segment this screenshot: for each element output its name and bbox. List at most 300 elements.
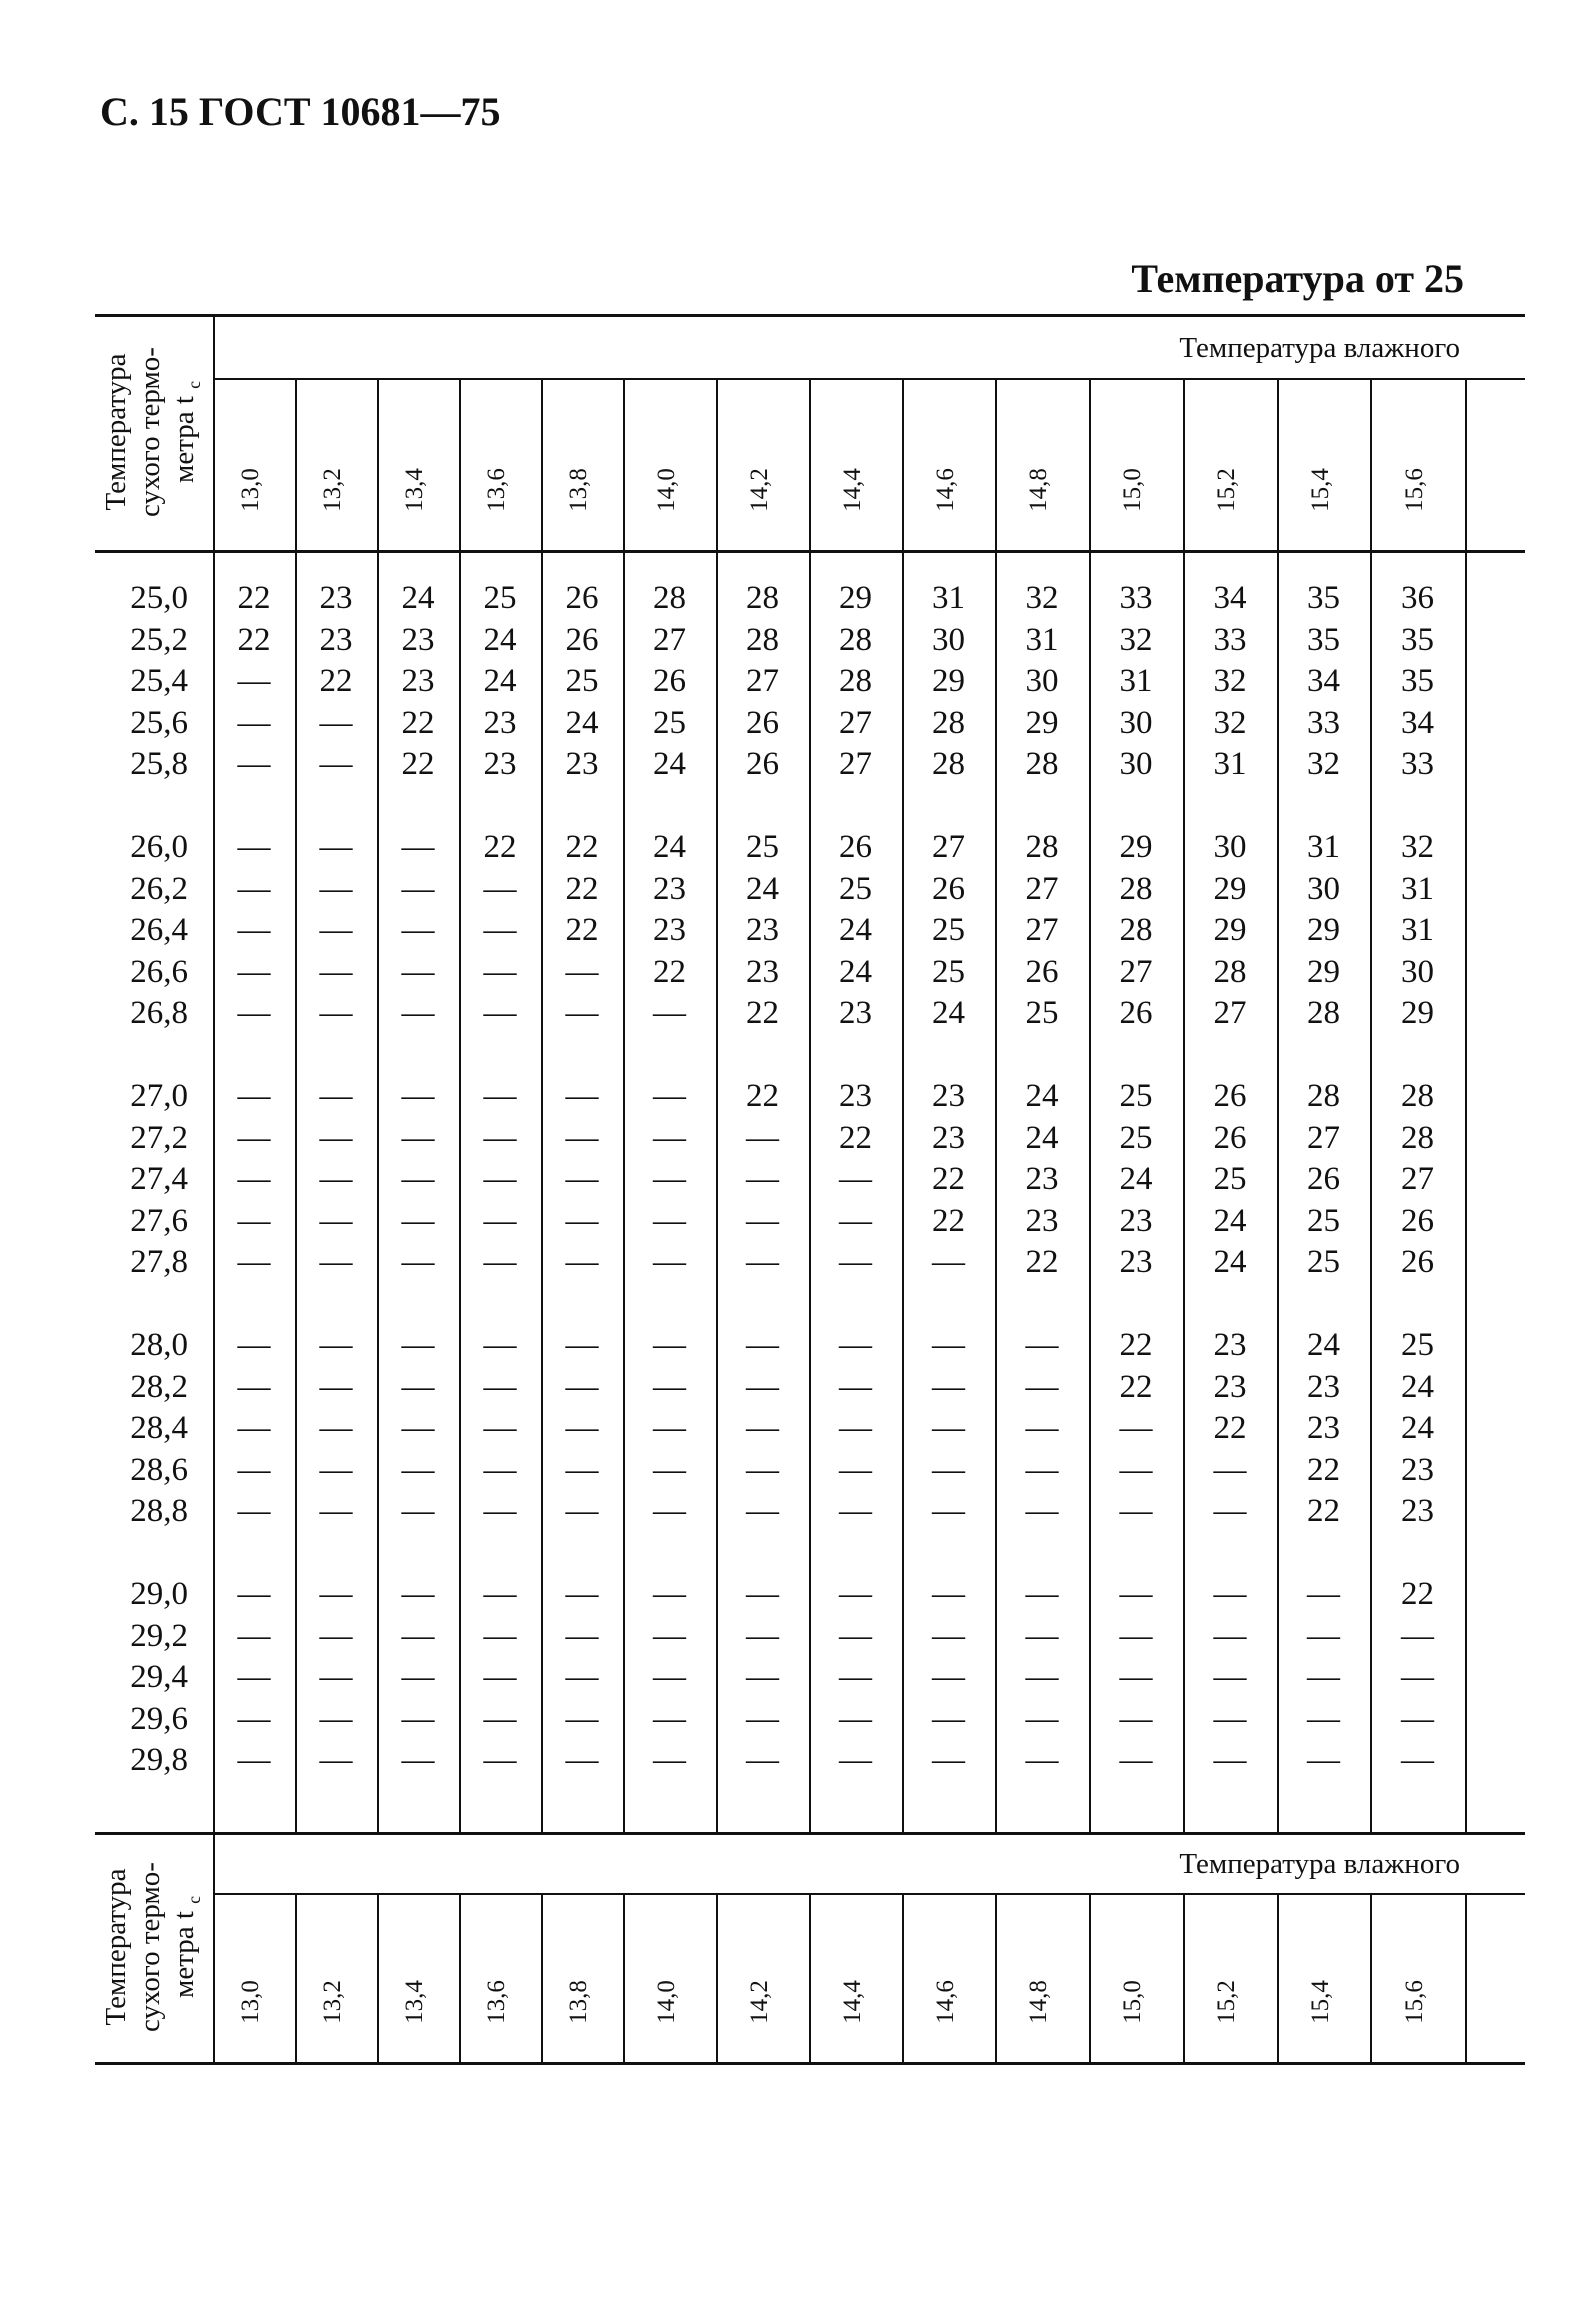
table-cell: — xyxy=(932,1451,965,1488)
footer-header-column-header: 13,0 xyxy=(237,1980,264,2024)
table-cell: — xyxy=(401,1327,435,1363)
table-cell: 22 xyxy=(319,663,353,699)
column-separator xyxy=(1370,550,1372,1832)
table-cell: — xyxy=(319,1493,353,1529)
table-cell: — xyxy=(932,1576,965,1612)
header-column-header: 15,0 xyxy=(1119,468,1146,512)
table-cell: — xyxy=(932,1742,965,1778)
table-cell: 23 xyxy=(653,870,686,907)
table-cell: 25 xyxy=(1025,995,1059,1031)
table-cell: 29 xyxy=(1213,912,1247,948)
footer-header-col-separator xyxy=(295,1893,297,2062)
table-cell: 27 xyxy=(839,704,872,741)
table-cell: — xyxy=(319,704,353,741)
footer-header-column-header: 15,4 xyxy=(1306,1980,1334,2024)
footer-header-dry-label xyxy=(99,1837,209,2057)
table-cell: 28 xyxy=(1119,912,1153,948)
table-cell: 26 xyxy=(1401,1244,1434,1280)
footer-header-col-separator xyxy=(1089,1893,1091,2062)
table-cell: 29 xyxy=(1401,995,1434,1031)
footer-header-col-separator xyxy=(902,1893,904,2062)
table-cell: 35 xyxy=(1401,663,1434,699)
footer-header-column-header: 14,6 xyxy=(931,1980,959,2024)
header-col-separator xyxy=(1465,378,1467,550)
header-col-separator xyxy=(1277,378,1279,550)
table-cell: 22 xyxy=(401,704,435,741)
column-separator xyxy=(377,550,379,1832)
table-cell: — xyxy=(319,912,353,948)
table-cell: — xyxy=(1025,1410,1059,1446)
table-cell: — xyxy=(483,953,517,990)
table-cell: — xyxy=(839,1161,872,1197)
table-cell: — xyxy=(653,1410,686,1446)
table-cell: 22 xyxy=(401,746,435,782)
table-cell: 22 xyxy=(565,912,599,948)
dry-temperature: 26,4 xyxy=(130,912,188,948)
table-cell: 24 xyxy=(1213,1244,1247,1280)
table-cell: — xyxy=(483,1493,517,1529)
column-separator xyxy=(902,550,904,1832)
dry-temperature: 25,8 xyxy=(130,746,188,782)
table-cell: — xyxy=(319,1327,353,1363)
table-cell: — xyxy=(1119,1659,1153,1695)
table-cell: — xyxy=(565,1576,599,1612)
table-cell: — xyxy=(483,1244,517,1280)
footer-header-column-header: 14,0 xyxy=(652,1980,680,2024)
header-dry-label xyxy=(99,319,209,545)
table-cell: — xyxy=(653,1078,686,1114)
table-cell: — xyxy=(746,1576,779,1612)
table-cell: — xyxy=(237,870,271,907)
table-cell: — xyxy=(319,1700,353,1737)
table-cell: 26 xyxy=(1401,1202,1434,1239)
table-cell: 25 xyxy=(1307,1202,1340,1239)
dry-temperature: 26,6 xyxy=(130,953,188,990)
table-cell: 24 xyxy=(483,663,517,699)
table-cell: 22 xyxy=(1307,1451,1340,1488)
header-col-separator xyxy=(459,378,461,550)
table-cell: 24 xyxy=(746,870,779,907)
footer-header-col-separator xyxy=(1277,1893,1279,2062)
column-separator xyxy=(295,550,297,1832)
table-cell: — xyxy=(237,1202,271,1239)
table-cell: 27 xyxy=(746,663,779,699)
table-cell: 26 xyxy=(565,580,599,616)
table-cell: 32 xyxy=(1401,829,1434,865)
table-cell: 23 xyxy=(839,1078,872,1114)
table-cell: — xyxy=(401,1244,435,1280)
table-cell: — xyxy=(1025,1742,1059,1778)
table-cell: — xyxy=(932,1368,965,1405)
footer-header-column-header: 15,6 xyxy=(1400,1980,1428,2024)
table-cell: — xyxy=(653,1119,686,1156)
table-cell: 28 xyxy=(1307,1078,1340,1114)
table-cell: 23 xyxy=(932,1078,965,1114)
table-cell: — xyxy=(653,1161,686,1197)
table-cell: 28 xyxy=(746,621,779,658)
table-cell: 26 xyxy=(1213,1119,1247,1156)
table-cell: — xyxy=(839,1202,872,1239)
table-cell: 25 xyxy=(483,580,517,616)
table-cell: 29 xyxy=(1025,704,1059,741)
table-cell: — xyxy=(483,1202,517,1239)
table-cell: 22 xyxy=(1401,1576,1434,1612)
table-cell: — xyxy=(237,1327,271,1363)
table-cell: 35 xyxy=(1307,621,1340,658)
table-cell: 31 xyxy=(1307,829,1340,865)
table-cell: 27 xyxy=(1119,953,1153,990)
table-cell: — xyxy=(932,1244,965,1280)
table-cell: 24 xyxy=(839,912,872,948)
table-cell: 26 xyxy=(565,621,599,658)
table-cell: 26 xyxy=(1025,953,1059,990)
table-cell: — xyxy=(319,1410,353,1446)
header-col-separator xyxy=(295,378,297,550)
table-cell: 25 xyxy=(565,663,599,699)
table-cell: 22 xyxy=(565,870,599,907)
table-cell: — xyxy=(483,1700,517,1737)
table-cell: — xyxy=(746,1244,779,1280)
table-cell: 25 xyxy=(1119,1078,1153,1114)
column-separator xyxy=(716,550,718,1832)
table-cell: — xyxy=(401,953,435,990)
table-cell: 24 xyxy=(1025,1078,1059,1114)
footer-header-top-rule xyxy=(95,1832,1525,1835)
table-cell: — xyxy=(932,1410,965,1446)
table-cell: — xyxy=(483,912,517,948)
table-cell: 26 xyxy=(653,663,686,699)
table-cell: 23 xyxy=(746,912,779,948)
table-cell: 26 xyxy=(932,870,965,907)
header-column-header: 14,0 xyxy=(652,468,680,512)
table-cell: — xyxy=(237,1493,271,1529)
footer-header-column-header: 14,4 xyxy=(838,1980,866,2024)
dry-temperature: 26,8 xyxy=(130,995,188,1031)
table-cell: 28 xyxy=(746,580,779,616)
table-cell: — xyxy=(839,1493,872,1529)
column-separator xyxy=(541,550,543,1832)
table-cell: — xyxy=(401,1576,435,1612)
table-cell: 23 xyxy=(1213,1368,1247,1405)
table-cell: — xyxy=(839,1368,872,1405)
footer-header-col-separator xyxy=(623,1893,625,2062)
table-cell: 26 xyxy=(746,704,779,741)
table-cell: 23 xyxy=(483,746,517,782)
table-cell: — xyxy=(932,1617,965,1654)
table-cell: — xyxy=(401,995,435,1031)
table-cell: — xyxy=(746,1700,779,1737)
table-cell: — xyxy=(319,1742,353,1778)
table-cell: 28 xyxy=(932,704,965,741)
table-cell: 28 xyxy=(1401,1078,1434,1114)
table-cell: — xyxy=(483,1617,517,1654)
table-cell: — xyxy=(565,1327,599,1363)
table-cell: 24 xyxy=(1401,1410,1434,1446)
footer-header-col-separator xyxy=(1370,1893,1372,2062)
table-cell: — xyxy=(1025,1576,1059,1612)
table-cell: — xyxy=(565,1368,599,1405)
table-cell: 30 xyxy=(1401,953,1434,990)
table-cell: 34 xyxy=(1213,580,1247,616)
table-cell: 22 xyxy=(746,1078,779,1114)
table-cell: — xyxy=(1213,1493,1247,1529)
footer-header-column-header: 14,8 xyxy=(1025,1980,1052,2024)
dry-temperature: 29,0 xyxy=(130,1576,188,1612)
table-cell: 23 xyxy=(932,1119,965,1156)
table-cell: 23 xyxy=(1025,1161,1059,1197)
table-cell: — xyxy=(565,1617,599,1654)
table-cell: 23 xyxy=(746,953,779,990)
table-cell: — xyxy=(1307,1700,1340,1737)
dry-temperature: 25,6 xyxy=(130,704,188,741)
header-col-separator xyxy=(809,378,811,550)
table-cell: 30 xyxy=(1213,829,1247,865)
table-cell: — xyxy=(319,953,353,990)
dry-temperature: 27,0 xyxy=(130,1078,188,1114)
table-cell: 25 xyxy=(1307,1244,1340,1280)
column-separator xyxy=(459,550,461,1832)
table-cell: — xyxy=(839,1659,872,1695)
dry-temperature: 28,6 xyxy=(130,1451,188,1488)
table-cell: 27 xyxy=(1401,1161,1434,1197)
table-cell: 33 xyxy=(1213,621,1247,658)
footer-header-column-header: 13,2 xyxy=(319,1980,346,2024)
table-cell: — xyxy=(1025,1617,1059,1654)
footer-header-wet-rule xyxy=(213,1893,1525,1895)
table-cell: — xyxy=(746,1493,779,1529)
table-cell: — xyxy=(1213,1451,1247,1488)
table-cell: — xyxy=(1025,1700,1059,1737)
column-separator xyxy=(623,550,625,1832)
table-cell: 32 xyxy=(1025,580,1059,616)
table-cell: — xyxy=(565,1451,599,1488)
table-cell: 30 xyxy=(1119,704,1153,741)
table-cell: — xyxy=(1119,1617,1153,1654)
header-wet-rule xyxy=(213,378,1525,380)
table-cell: — xyxy=(319,1659,353,1695)
table-cell: — xyxy=(483,1078,517,1114)
table-cell: — xyxy=(565,1700,599,1737)
table-cell: 22 xyxy=(653,953,686,990)
column-separator xyxy=(1183,550,1185,1832)
table-cell: — xyxy=(1401,1659,1434,1695)
table-cell: — xyxy=(1025,1493,1059,1529)
header-col-separator xyxy=(1183,378,1185,550)
table-cell: 22 xyxy=(1119,1327,1153,1363)
table-cell: — xyxy=(319,1202,353,1239)
table-cell: — xyxy=(1401,1617,1434,1654)
table-cell: 22 xyxy=(839,1119,872,1156)
header-col-separator xyxy=(1370,378,1372,550)
table-cell: 28 xyxy=(839,663,872,699)
header-column-header: 13,6 xyxy=(483,468,510,512)
table-cell: — xyxy=(653,1451,686,1488)
table-cell: 33 xyxy=(1401,746,1434,782)
table-cell: — xyxy=(1213,1617,1247,1654)
table-cell: 26 xyxy=(746,746,779,782)
table-cell: — xyxy=(565,1202,599,1239)
footer-header-col-separator xyxy=(716,1893,718,2062)
table-cell: — xyxy=(1025,1368,1059,1405)
table-cell: — xyxy=(1119,1700,1153,1737)
table-cell: — xyxy=(483,1368,517,1405)
table-cell: 29 xyxy=(1307,953,1340,990)
table-cell: — xyxy=(565,1161,599,1197)
table-cell: 28 xyxy=(1307,995,1340,1031)
table-cell: — xyxy=(565,953,599,990)
table-cell: — xyxy=(653,1576,686,1612)
table-cell: 25 xyxy=(1119,1119,1153,1156)
table-cell: — xyxy=(565,1493,599,1529)
table-cell: — xyxy=(483,1161,517,1197)
table-cell: 29 xyxy=(1119,829,1153,865)
dry-temperature: 25,2 xyxy=(130,621,188,658)
table-cell: 31 xyxy=(1213,746,1247,782)
dry-temperature: 27,2 xyxy=(130,1119,188,1156)
table-cell: — xyxy=(401,1451,435,1488)
table-cell: 24 xyxy=(1119,1161,1153,1197)
table-cell: — xyxy=(839,1700,872,1737)
table-cell: — xyxy=(237,1244,271,1280)
table-cell: 23 xyxy=(401,621,435,658)
table-cell: 25 xyxy=(932,953,965,990)
table-cell: 22 xyxy=(237,580,271,616)
table-cell: 24 xyxy=(401,580,435,616)
table-cell: — xyxy=(483,995,517,1031)
header-dry-label-line: Температура xyxy=(100,353,132,511)
table-cell: 33 xyxy=(1307,704,1340,741)
table-cell: 28 xyxy=(1025,829,1059,865)
table-cell: 23 xyxy=(565,746,599,782)
table-cell: 31 xyxy=(932,580,965,616)
table-cell: 27 xyxy=(839,746,872,782)
table-cell: — xyxy=(653,1742,686,1778)
table-cell: — xyxy=(401,1078,435,1114)
dry-temperature: 28,0 xyxy=(130,1327,188,1363)
header-col-separator xyxy=(1089,378,1091,550)
table-cell: 28 xyxy=(1401,1119,1434,1156)
table-cell: 28 xyxy=(932,746,965,782)
table-cell: — xyxy=(653,995,686,1031)
table-cell: — xyxy=(839,1576,872,1612)
table-cell: — xyxy=(401,1617,435,1654)
footer-header-dry-separator xyxy=(213,1832,215,2062)
table-cell: 24 xyxy=(839,953,872,990)
table-cell: — xyxy=(319,1244,353,1280)
table-cell: 32 xyxy=(1213,704,1247,741)
table-cell: — xyxy=(237,1368,271,1405)
dry-temperature: 27,4 xyxy=(130,1161,188,1197)
table-cell: 24 xyxy=(1401,1368,1434,1405)
table-cell: 29 xyxy=(839,580,872,616)
table-cell: — xyxy=(746,1742,779,1778)
table-cell: — xyxy=(483,1742,517,1778)
dry-temperature: 28,4 xyxy=(130,1410,188,1446)
table-cell: — xyxy=(237,746,271,782)
table-cell: — xyxy=(1307,1659,1340,1695)
table-cell: 23 xyxy=(1401,1493,1434,1529)
table-cell: — xyxy=(237,995,271,1031)
table-cell: — xyxy=(401,1700,435,1737)
table-cell: — xyxy=(565,1119,599,1156)
table-cell: 25 xyxy=(839,870,872,907)
table-cell: — xyxy=(319,1368,353,1405)
header-col-separator xyxy=(541,378,543,550)
table-cell: — xyxy=(237,1119,271,1156)
table-cell: — xyxy=(653,1617,686,1654)
table-cell: 22 xyxy=(1025,1244,1059,1280)
table-cell: — xyxy=(1307,1742,1340,1778)
table-cell: 24 xyxy=(1025,1119,1059,1156)
table-cell: — xyxy=(401,1493,435,1529)
header-col-separator xyxy=(623,378,625,550)
header-dry-label-sub: с xyxy=(183,381,204,389)
column-separator xyxy=(995,550,997,1832)
header-dry-label-line: метра t $_с$ xyxy=(168,381,204,483)
table-cell: — xyxy=(565,1659,599,1695)
table-cell: — xyxy=(839,1244,872,1280)
table-cell: — xyxy=(483,1451,517,1488)
table-cell: 34 xyxy=(1307,663,1340,699)
table-cell: — xyxy=(653,1202,686,1239)
table-cell: — xyxy=(932,1700,965,1737)
dry-temperature: 25,0 xyxy=(130,580,188,616)
footer-header-dry-label-line: сухого термо- xyxy=(134,1862,166,2032)
table-cell: — xyxy=(746,1161,779,1197)
table-cell: 36 xyxy=(1401,580,1434,616)
footer-header-col-separator xyxy=(459,1893,461,2062)
dry-temperature: 29,2 xyxy=(130,1617,188,1654)
table-cell: — xyxy=(401,1161,435,1197)
dry-temperature: 29,8 xyxy=(130,1742,188,1778)
table-cell: — xyxy=(401,1410,435,1446)
table-cell: 23 xyxy=(1401,1451,1434,1488)
table-cell: — xyxy=(839,1327,872,1363)
table-cell: — xyxy=(839,1410,872,1446)
table-cell: — xyxy=(237,704,271,741)
table-cell: 27 xyxy=(932,829,965,865)
table-cell: 23 xyxy=(1213,1327,1247,1363)
table-cell: 25 xyxy=(746,829,779,865)
table-cell: — xyxy=(401,1742,435,1778)
footer-header-column-header: 13,6 xyxy=(483,1980,510,2024)
table-cell: 22 xyxy=(1213,1410,1247,1446)
table-cell: 22 xyxy=(746,995,779,1031)
table-cell: 22 xyxy=(932,1161,965,1197)
footer-header-bottom-rule xyxy=(95,2062,1525,2065)
table-cell: 31 xyxy=(1025,621,1059,658)
table-cell: 22 xyxy=(1307,1493,1340,1529)
table-cell: 23 xyxy=(1307,1368,1340,1405)
table-cell: — xyxy=(483,1576,517,1612)
table-cell: — xyxy=(1119,1742,1153,1778)
table-cell: 24 xyxy=(932,995,965,1031)
table-cell: — xyxy=(319,746,353,782)
table-cell: 22 xyxy=(483,829,517,865)
header-dry-separator xyxy=(213,314,215,550)
table-cell: 24 xyxy=(653,829,686,865)
header-column-header: 14,4 xyxy=(838,468,866,512)
table-cell: 32 xyxy=(1307,746,1340,782)
header-column-header: 14,8 xyxy=(1025,468,1052,512)
header-column-header: 13,8 xyxy=(565,468,592,512)
table-cell: — xyxy=(319,1119,353,1156)
table-cell: 23 xyxy=(839,995,872,1031)
table-cell: — xyxy=(653,1493,686,1529)
footer-header-col-separator xyxy=(541,1893,543,2062)
table-cell: — xyxy=(319,1617,353,1654)
table-cell: — xyxy=(1401,1742,1434,1778)
